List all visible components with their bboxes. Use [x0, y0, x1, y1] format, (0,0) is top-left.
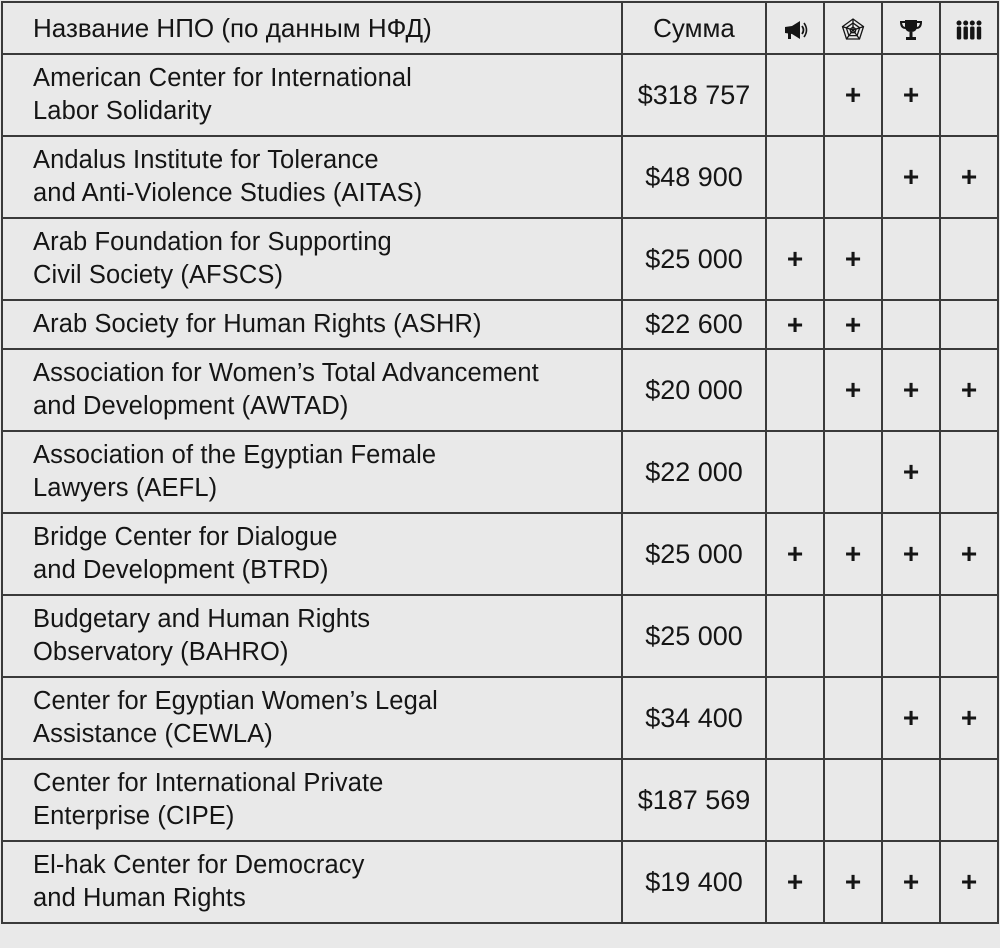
mark-spider-web: + — [824, 300, 882, 349]
header-people-group — [940, 2, 998, 54]
mark-people-group: + — [940, 677, 998, 759]
ngo-name: American Center for International Labor Solidarity — [2, 54, 622, 136]
mark-spider-web — [824, 595, 882, 677]
ngo-name: Andalus Institute for Tolerance and Anti-Violence Studies (AITAS) — [2, 136, 622, 218]
table-row — [2, 136, 998, 218]
mark-people-group: + — [940, 513, 998, 595]
mark-people-group: + — [940, 841, 998, 923]
ngo-sum: $25 000 — [622, 513, 766, 595]
mark-trophy: + — [882, 513, 940, 595]
mark-megaphone — [766, 54, 824, 136]
megaphone-icon — [782, 19, 808, 41]
mark-megaphone: + — [766, 300, 824, 349]
mark-megaphone — [766, 431, 824, 513]
ngo-name: Budgetary and Human Rights Observatory (BAHRO) — [2, 595, 622, 677]
mark-spider-web: + — [824, 841, 882, 923]
header-spider-web — [824, 2, 882, 54]
mark-spider-web — [824, 431, 882, 513]
mark-trophy: + — [882, 136, 940, 218]
mark-people-group — [940, 595, 998, 677]
header-name: Название НПО (по данным НФД) — [2, 2, 622, 54]
table-row — [2, 349, 998, 431]
mark-spider-web — [824, 136, 882, 218]
mark-spider-web: + — [824, 218, 882, 300]
mark-people-group — [940, 431, 998, 513]
ngo-sum: $187 569 — [622, 759, 766, 841]
mark-trophy — [882, 759, 940, 841]
mark-megaphone — [766, 595, 824, 677]
table-row — [2, 841, 998, 923]
mark-spider-web — [824, 759, 882, 841]
ngo-sum: $34 400 — [622, 677, 766, 759]
ngo-sum: $20 000 — [622, 349, 766, 431]
mark-trophy: + — [882, 677, 940, 759]
table-row — [2, 595, 998, 677]
header-sum: Сумма — [622, 2, 766, 54]
mark-trophy: + — [882, 349, 940, 431]
ngo-name: Bridge Center for Dialogue and Development (BTRD) — [2, 513, 622, 595]
ngo-sum: $22 600 — [622, 300, 766, 349]
mark-megaphone: + — [766, 218, 824, 300]
ngo-name: Center for Egyptian Women’s Legal Assistance (CEWLA) — [2, 677, 622, 759]
ngo-sum: $25 000 — [622, 218, 766, 300]
mark-megaphone — [766, 349, 824, 431]
mark-trophy: + — [882, 54, 940, 136]
ngo-funding-table — [1, 1, 999, 924]
mark-people-group — [940, 218, 998, 300]
table-row — [2, 218, 998, 300]
ngo-name: Center for International Private Enterprise (CIPE) — [2, 759, 622, 841]
header-row — [2, 2, 998, 54]
mark-megaphone: + — [766, 513, 824, 595]
mark-trophy — [882, 218, 940, 300]
header-megaphone — [766, 2, 824, 54]
mark-spider-web: + — [824, 349, 882, 431]
ngo-sum: $318 757 — [622, 54, 766, 136]
mark-trophy: + — [882, 431, 940, 513]
mark-megaphone: + — [766, 841, 824, 923]
mark-megaphone — [766, 136, 824, 218]
mark-people-group — [940, 300, 998, 349]
ngo-name: El-hak Center for Democracy and Human Rights — [2, 841, 622, 923]
table-row — [2, 759, 998, 841]
table-row — [2, 677, 998, 759]
ngo-name: Arab Foundation for Supporting Civil Society (AFSCS) — [2, 218, 622, 300]
table-row — [2, 54, 998, 136]
ngo-sum: $48 900 — [622, 136, 766, 218]
table-row — [2, 300, 998, 349]
mark-spider-web: + — [824, 54, 882, 136]
header-trophy — [882, 2, 940, 54]
ngo-name: Association for Women’s Total Advancement and Development (AWTAD) — [2, 349, 622, 431]
mark-people-group: + — [940, 136, 998, 218]
mark-trophy — [882, 595, 940, 677]
ngo-name: Arab Society for Human Rights (ASHR) — [2, 300, 622, 349]
people-group-icon — [955, 19, 983, 41]
mark-megaphone — [766, 677, 824, 759]
ngo-sum: $22 000 — [622, 431, 766, 513]
mark-megaphone — [766, 759, 824, 841]
trophy-icon — [899, 18, 923, 42]
spider-web-icon — [840, 17, 866, 43]
ngo-sum: $19 400 — [622, 841, 766, 923]
mark-people-group — [940, 759, 998, 841]
mark-spider-web: + — [824, 513, 882, 595]
mark-people-group: + — [940, 349, 998, 431]
mark-spider-web — [824, 677, 882, 759]
ngo-sum: $25 000 — [622, 595, 766, 677]
ngo-name: Association of the Egyptian Female Lawyers (AEFL) — [2, 431, 622, 513]
mark-trophy — [882, 300, 940, 349]
mark-people-group — [940, 54, 998, 136]
table-row — [2, 513, 998, 595]
table-row — [2, 431, 998, 513]
mark-trophy: + — [882, 841, 940, 923]
